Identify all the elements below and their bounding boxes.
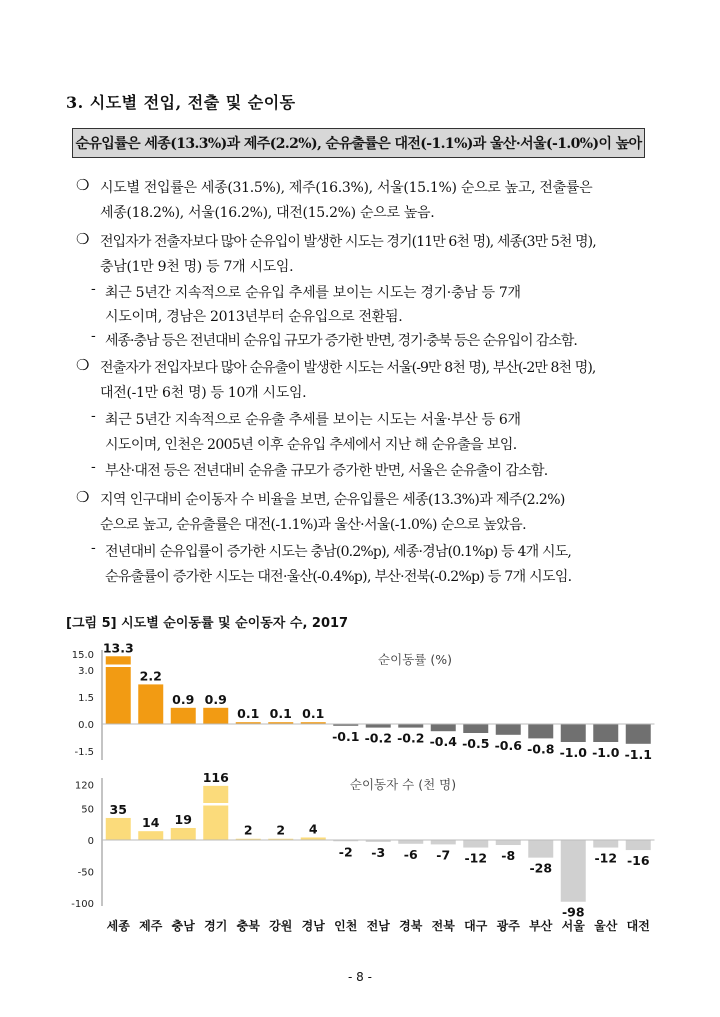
y-tick-label: 120	[74, 780, 94, 792]
bar	[463, 840, 488, 848]
data-label: -0.8	[527, 741, 555, 757]
bar	[203, 708, 228, 724]
data-label: 0.1	[302, 706, 325, 722]
body-line: 최근 5년간 지속적으로 순유입 추세를 보이는 시도는 경기·충남 등 7개	[105, 285, 521, 301]
data-label: -98	[561, 904, 585, 920]
data-label: 2	[243, 822, 253, 838]
bar	[366, 724, 391, 728]
body-line: 부산·대전 등은 전년대비 순유출 규모가 증가한 반면, 서울은 순유출이 감소함.	[105, 463, 548, 479]
category-label: 경북	[399, 919, 423, 933]
category-label: 인천	[334, 919, 358, 933]
category-label: 대구	[464, 919, 488, 933]
body-line: 세종·충남 등은 전년대비 순유입 규모가 증가한 반면, 경기·충북 등은 순유입이 감소함.	[105, 333, 577, 349]
figure-caption: [그림 5] 시도별 순이동률 및 순이동자 수, 2017	[66, 616, 349, 631]
body-line: 순유출률이 증가한 시도는 대전·울산(-0.4%p), 부산·전북(-0.2%p) 등 7개 시도임.	[105, 569, 572, 585]
data-label: -6	[403, 846, 418, 862]
body-line: 순으로 높고, 순유출률은 대전(-1.1%)과 울산·서울(-1.0%) 순으로 높았음.	[100, 517, 526, 533]
category-label: 광주	[496, 919, 520, 933]
data-label: 13.3	[102, 640, 134, 656]
category-label: 세종	[106, 919, 130, 933]
data-label: -0.4	[429, 734, 457, 750]
bar	[593, 724, 618, 742]
body-line: 시도별 전입률은 세종(31.5%), 제주(16.3%), 서울(15.1%) 순으로 높고, 전출률은	[100, 180, 593, 196]
data-label: -16	[626, 853, 650, 869]
bullet-icon: ❍	[76, 488, 90, 506]
axis-break-mark	[202, 803, 229, 806]
bar	[561, 840, 586, 902]
y-tick-label: 1.5	[78, 693, 94, 704]
data-label: -3	[371, 844, 386, 860]
dash-marker: -	[91, 540, 96, 556]
data-label: 35	[109, 801, 127, 817]
data-label: 2.2	[139, 668, 162, 684]
data-label: -7	[436, 847, 451, 863]
data-label: -8	[501, 848, 516, 864]
body-line: 대전(-1만 6천 명) 등 10개 시도임.	[100, 385, 307, 401]
bar	[138, 684, 163, 724]
data-label: 4	[308, 821, 318, 837]
data-label: 116	[202, 772, 229, 785]
category-label: 부산	[529, 919, 553, 933]
y-tick-label: -100	[71, 899, 94, 910]
dash-marker: -	[91, 328, 96, 344]
bar	[106, 818, 131, 840]
data-label: -2	[338, 844, 353, 860]
data-label: 0.9	[172, 691, 195, 707]
data-label: -1.1	[624, 746, 652, 762]
bar	[431, 724, 456, 731]
bar	[496, 840, 521, 845]
data-label: -1.0	[559, 745, 587, 760]
data-label: -0.6	[494, 737, 522, 753]
y-tick-label: 15.0	[71, 650, 94, 661]
bar	[626, 724, 651, 744]
summary-text: 순유입률은 세종(13.3%)과 제주(2.2%), 순유출률은 대전(-1.1%)과 울산·서울(-1.0%)이 높아	[75, 136, 642, 152]
data-label: 0.1	[237, 706, 260, 722]
category-label: 경기	[204, 919, 228, 933]
category-label: 충남	[171, 919, 195, 933]
data-label: -0.2	[364, 730, 392, 746]
net-migration-rate-chart	[60, 640, 660, 770]
page-number: - 8 -	[348, 970, 372, 984]
section-title: 3. 시도별 전입, 전출 및 순이동	[66, 93, 296, 112]
data-label: 2	[276, 822, 286, 838]
y-tick-label: 50	[81, 804, 94, 816]
bullet-icon: ❍	[76, 356, 90, 374]
bar	[171, 708, 196, 724]
category-label: 전남	[366, 919, 390, 933]
body-line: 지역 인구대비 순이동자 수 비율을 보면, 순유입률은 세종(13.3%)과 제주(2.2%)	[100, 492, 565, 508]
data-label: 19	[174, 812, 192, 828]
data-label: 0.1	[269, 706, 292, 722]
dash-marker: -	[91, 459, 96, 475]
bar	[528, 840, 553, 858]
category-label: 충북	[236, 919, 260, 933]
body-line: 충남(1만 9천 명) 등 7개 시도임.	[100, 259, 294, 275]
bar	[463, 724, 488, 733]
y-tick-label: 0	[87, 836, 94, 847]
data-label: -0.2	[397, 730, 425, 746]
category-label: 강원	[269, 919, 293, 933]
bar	[626, 840, 651, 850]
bar	[496, 724, 521, 735]
body-line: 시도이며, 경남은 2013년부터 순유입으로 전환됨.	[105, 309, 403, 325]
chart-title: 순이동자 수 (천 명)	[349, 777, 457, 792]
category-label: 제주	[139, 919, 163, 933]
data-label: -12	[464, 850, 488, 866]
chart-title: 순이동률 (%)	[378, 652, 452, 667]
data-label: -12	[594, 850, 618, 866]
data-label: -28	[529, 860, 553, 876]
data-label: -0.1	[332, 728, 360, 744]
body-line: 전출자가 전입자보다 많아 순유출이 발생한 시도는 서울(-9만 8천 명), 부산(-2만 8천 명),	[100, 360, 596, 376]
bar	[561, 724, 586, 742]
bullet-icon: ❍	[76, 230, 90, 248]
net-migrants-chart	[60, 772, 660, 940]
dash-marker: -	[91, 408, 96, 424]
data-label: 0.9	[204, 691, 227, 707]
bar	[398, 840, 423, 844]
bar	[528, 724, 553, 738]
category-label: 대전	[626, 919, 650, 933]
dash-marker: -	[91, 281, 96, 297]
category-label: 경남	[301, 919, 325, 933]
y-tick-label: 3.0	[78, 666, 94, 677]
summary-box	[72, 128, 645, 158]
body-line: 시도이며, 인천은 2005년 이후 순유입 추세에서 지난 해 순유출을 보임.	[105, 437, 517, 453]
bar	[171, 828, 196, 840]
body-line: 최근 5년간 지속적으로 순유출 추세를 보이는 시도는 서울·부산 등 6개	[105, 412, 521, 428]
y-tick-label: -1.5	[74, 747, 94, 758]
bar	[203, 786, 228, 840]
bar	[431, 840, 456, 844]
bar	[593, 840, 618, 848]
axis-break-mark	[105, 665, 132, 668]
category-label: 울산	[594, 919, 618, 933]
bar	[138, 831, 163, 840]
data-label: -1.0	[592, 745, 620, 760]
y-tick-label: 0.0	[78, 720, 94, 731]
body-line: 세종(18.2%), 서울(16.2%), 대전(15.2%) 순으로 높음.	[100, 205, 435, 221]
category-label: 서울	[561, 919, 585, 933]
body-line: 전입자가 전출자보다 많아 순유입이 발생한 시도는 경기(11만 6천 명), 세종(3만 5천 명),	[100, 234, 596, 250]
bullet-icon: ❍	[76, 176, 90, 194]
body-line: 전년대비 순유입률이 증가한 시도는 충남(0.2%p), 세종·경남(0.1%p) 등 4개 시도,	[105, 544, 572, 560]
data-label: -0.5	[462, 736, 490, 751]
y-tick-label: -50	[77, 867, 94, 879]
data-label: 14	[142, 815, 160, 831]
bar	[398, 724, 423, 728]
category-label: 전북	[431, 919, 455, 933]
